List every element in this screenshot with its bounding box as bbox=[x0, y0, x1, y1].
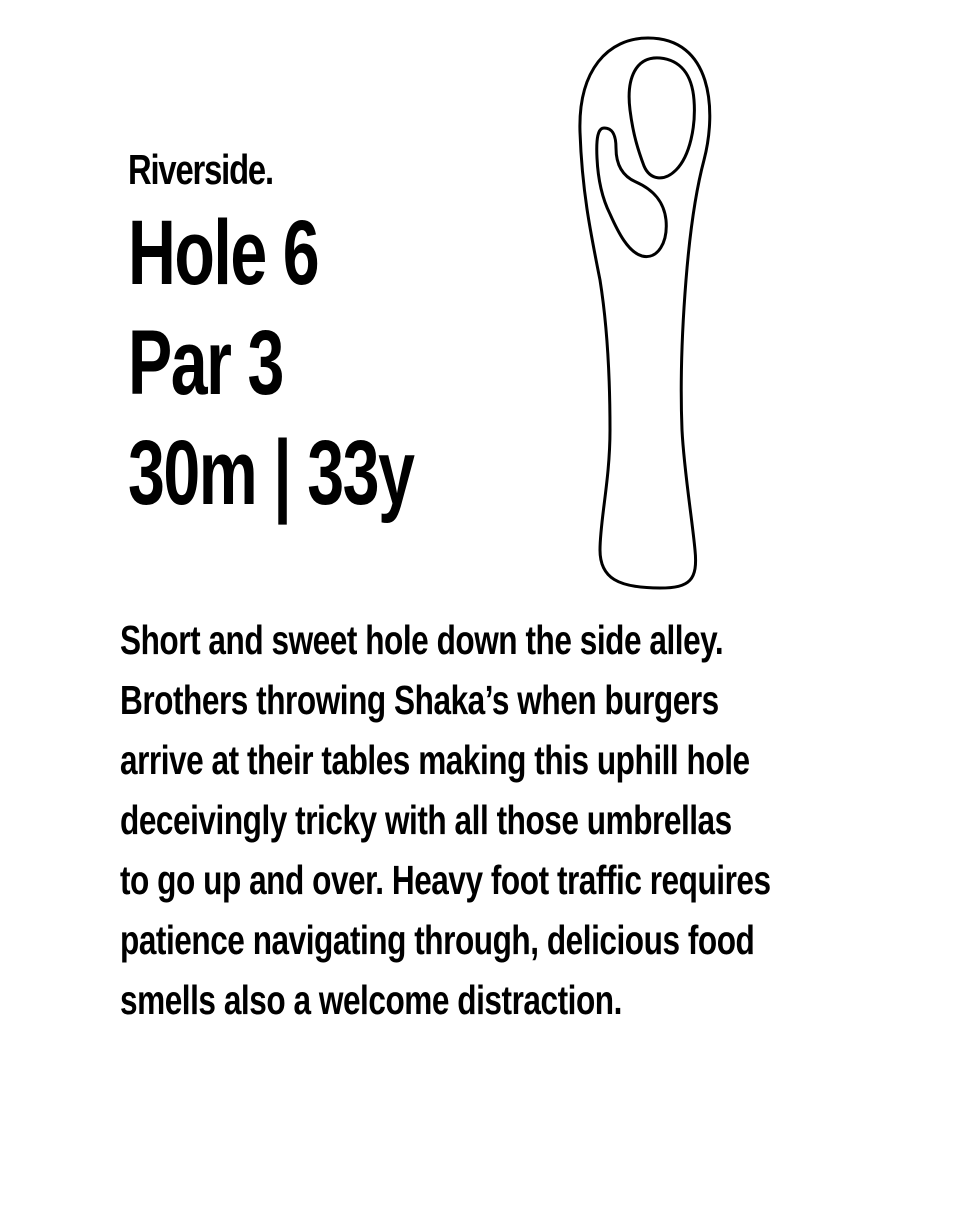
description-line: deceivingly tricky with all those umbrellas bbox=[120, 797, 732, 843]
green-outline bbox=[629, 58, 694, 178]
hole-distance: 30m | 33y bbox=[128, 422, 414, 524]
course-name: Riverside. bbox=[128, 146, 273, 193]
hole-description bbox=[120, 610, 813, 1030]
hole-par: Par 3 bbox=[128, 312, 283, 414]
description-line: arrive at their tables making this uphill hole bbox=[120, 737, 750, 783]
hole-header bbox=[128, 142, 548, 528]
description-line: Brothers throwing Shaka’s when burgers bbox=[120, 677, 719, 723]
fairway-outline bbox=[580, 38, 710, 588]
description-line: to go up and over. Heavy foot traffic requires bbox=[120, 857, 771, 903]
description-line: smells also a welcome distraction. bbox=[120, 977, 622, 1023]
description-line: Short and sweet hole down the side alley. bbox=[120, 617, 724, 663]
hazard-outline bbox=[597, 128, 666, 257]
hole-number: Hole 6 bbox=[128, 202, 319, 304]
hole-layout-map-icon bbox=[572, 30, 722, 596]
description-line: patience navigating through, delicious food bbox=[120, 917, 755, 963]
